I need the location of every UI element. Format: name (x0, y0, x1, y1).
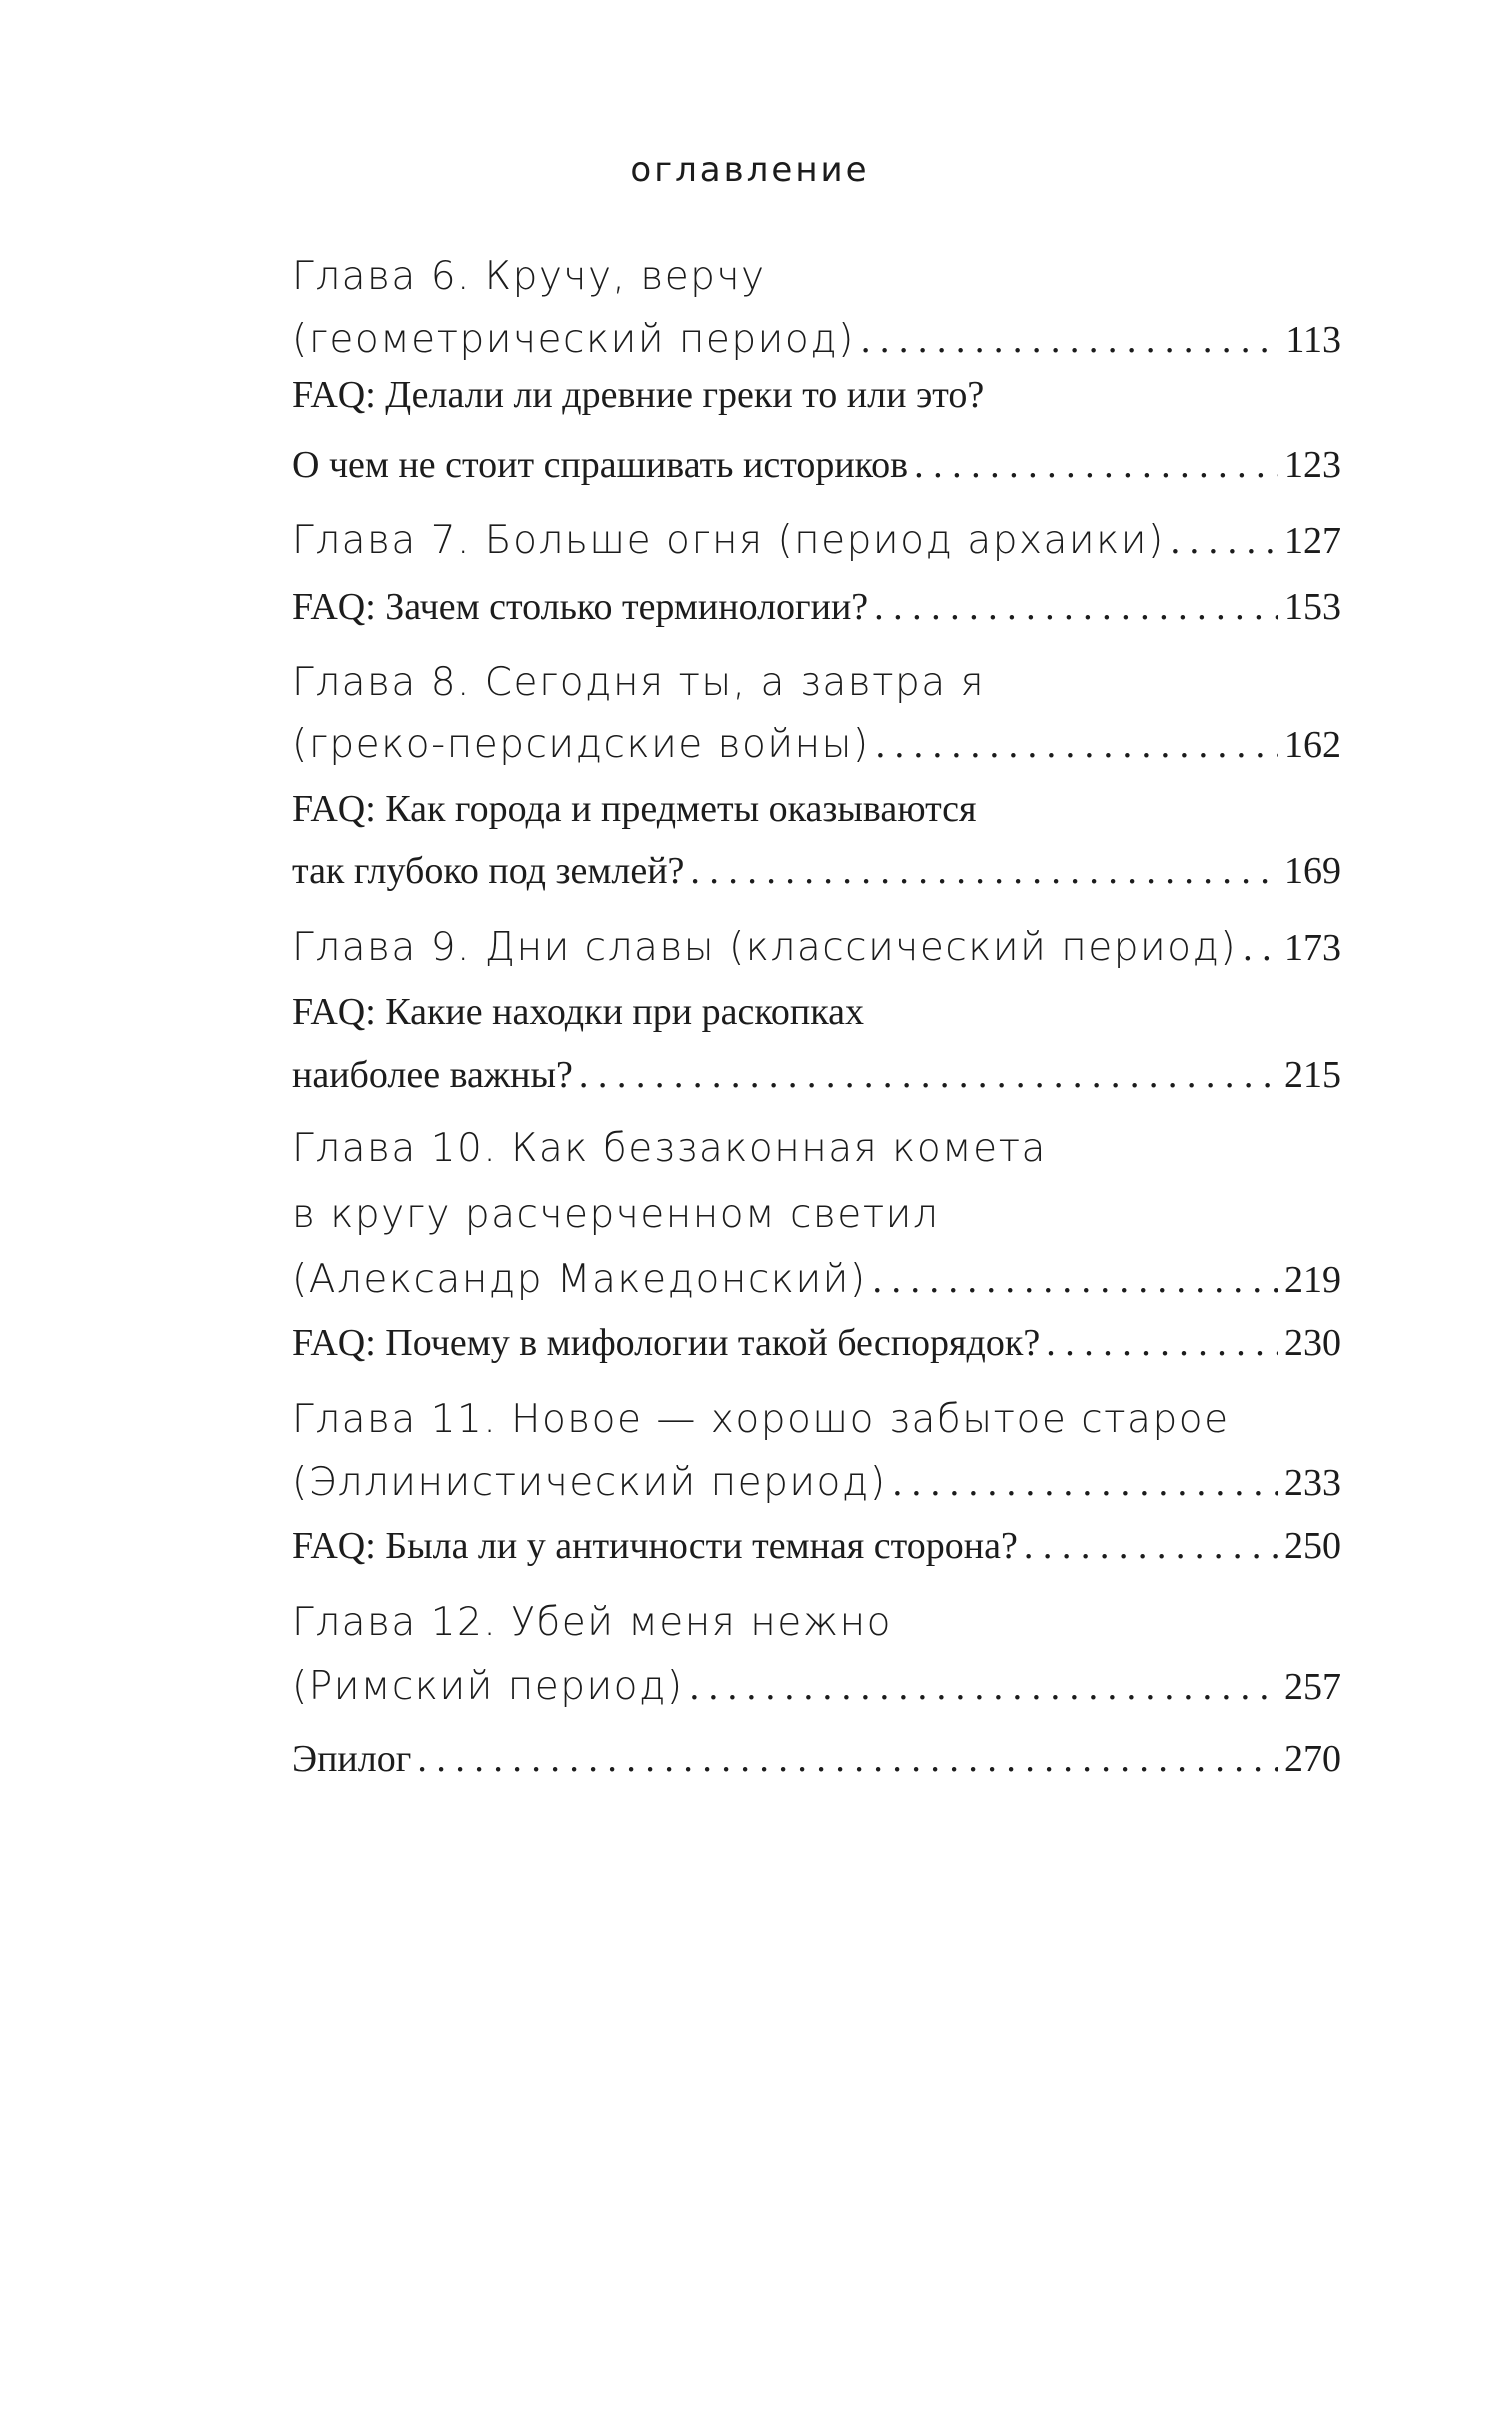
chapter-entry-line (292, 1600, 1341, 1645)
page-number: 113 (1285, 319, 1341, 361)
page-number: 123 (1284, 444, 1341, 486)
page-number: 250 (1284, 1525, 1341, 1567)
dot-leader (1171, 519, 1278, 563)
entry-title: FAQ: Почему в мифологии такой беспорядок? (292, 1322, 1041, 1364)
dot-leader (893, 1461, 1278, 1505)
chapter-entry-line (292, 1192, 1341, 1237)
entry-title: (Римский период) (292, 1664, 684, 1709)
chapter-entry-line (292, 660, 1341, 705)
chapter-entry-line (292, 1460, 1341, 1505)
chapter-entry-line (292, 518, 1341, 563)
chapter-entry-line (292, 317, 1341, 362)
entry-title: Глава 9. Дни славы (классический период) (292, 925, 1238, 970)
entry-title: FAQ: Какие находки при раскопках (292, 991, 864, 1033)
entry-title: FAQ: Как города и предметы оказываются (292, 788, 977, 830)
page-number: 230 (1284, 1322, 1341, 1364)
chapter-entry-line (292, 254, 1341, 299)
entry-title: (Эллинистический период) (292, 1460, 887, 1505)
faq-entry-line (292, 1321, 1341, 1365)
faq-entry-line (292, 1737, 1341, 1781)
entry-title: так глубоко под землей? (292, 850, 685, 892)
faq-entry-line (292, 849, 1341, 893)
page-number: 153 (1284, 586, 1341, 628)
faq-entry-line (292, 787, 1341, 831)
faq-entry-line (292, 585, 1341, 629)
page-number: 215 (1284, 1054, 1341, 1096)
entry-title: Глава 12. Убей меня нежно (292, 1600, 892, 1645)
page-number: 169 (1284, 850, 1341, 892)
dot-leader (876, 723, 1278, 767)
entry-title: Глава 10. Как беззаконная комета (292, 1126, 1047, 1171)
dot-leader (874, 585, 1278, 629)
entry-title: наиболее важны? (292, 1054, 573, 1096)
entry-title: FAQ: Была ли у античности темная сторона? (292, 1525, 1018, 1567)
page-number: 233 (1284, 1462, 1341, 1504)
chapter-entry-line (292, 1664, 1341, 1709)
dot-leader (1046, 1321, 1278, 1365)
dot-leader (914, 443, 1278, 487)
entry-title: Глава 6. Кручу, верчу (292, 254, 766, 299)
dot-leader (690, 1665, 1278, 1709)
chapter-entry-line (292, 722, 1341, 767)
entry-title: Глава 11. Новое — хорошо забытое старое (292, 1397, 1230, 1442)
page-number: 219 (1284, 1259, 1341, 1301)
entry-title: (греко-персидские войны) (292, 722, 870, 767)
entry-title: Глава 7. Больше огня (период архаики) (292, 518, 1165, 563)
entry-title: FAQ: Зачем столько терминологии? (292, 586, 869, 628)
chapter-entry-line (292, 1397, 1341, 1442)
page-number: 270 (1284, 1738, 1341, 1780)
dot-leader (1243, 926, 1278, 970)
faq-entry-line (292, 990, 1341, 1034)
dot-leader (690, 849, 1278, 893)
dot-leader (579, 1053, 1278, 1097)
faq-entry-line (292, 443, 1341, 487)
dot-leader (1024, 1524, 1278, 1568)
entry-title: О чем не стоит спрашивать историков (292, 444, 909, 486)
page-number: 173 (1284, 927, 1341, 969)
entry-title: (геометрический период) (292, 317, 855, 362)
page-number: 257 (1284, 1666, 1341, 1708)
entry-title: FAQ: Делали ли древние греки то или это? (292, 374, 985, 416)
faq-entry-line (292, 373, 1341, 417)
running-head: оглавление (630, 150, 870, 190)
chapter-entry-line (292, 1257, 1341, 1302)
faq-entry-line (292, 1524, 1341, 1568)
dot-leader (873, 1258, 1278, 1302)
chapter-entry-line (292, 1126, 1341, 1171)
page-number: 127 (1284, 520, 1341, 562)
chapter-entry-line (292, 925, 1341, 970)
dot-leader (861, 318, 1280, 362)
faq-entry-line (292, 1053, 1341, 1097)
entry-title: (Александр Македонский) (292, 1257, 867, 1302)
entry-title: Глава 8. Сегодня ты, а завтра я (292, 660, 986, 705)
entry-title: в кругу расчерченном светил (292, 1192, 940, 1237)
page-number: 162 (1284, 724, 1341, 766)
entry-title: Эпилог (292, 1738, 412, 1780)
dot-leader (417, 1737, 1278, 1781)
